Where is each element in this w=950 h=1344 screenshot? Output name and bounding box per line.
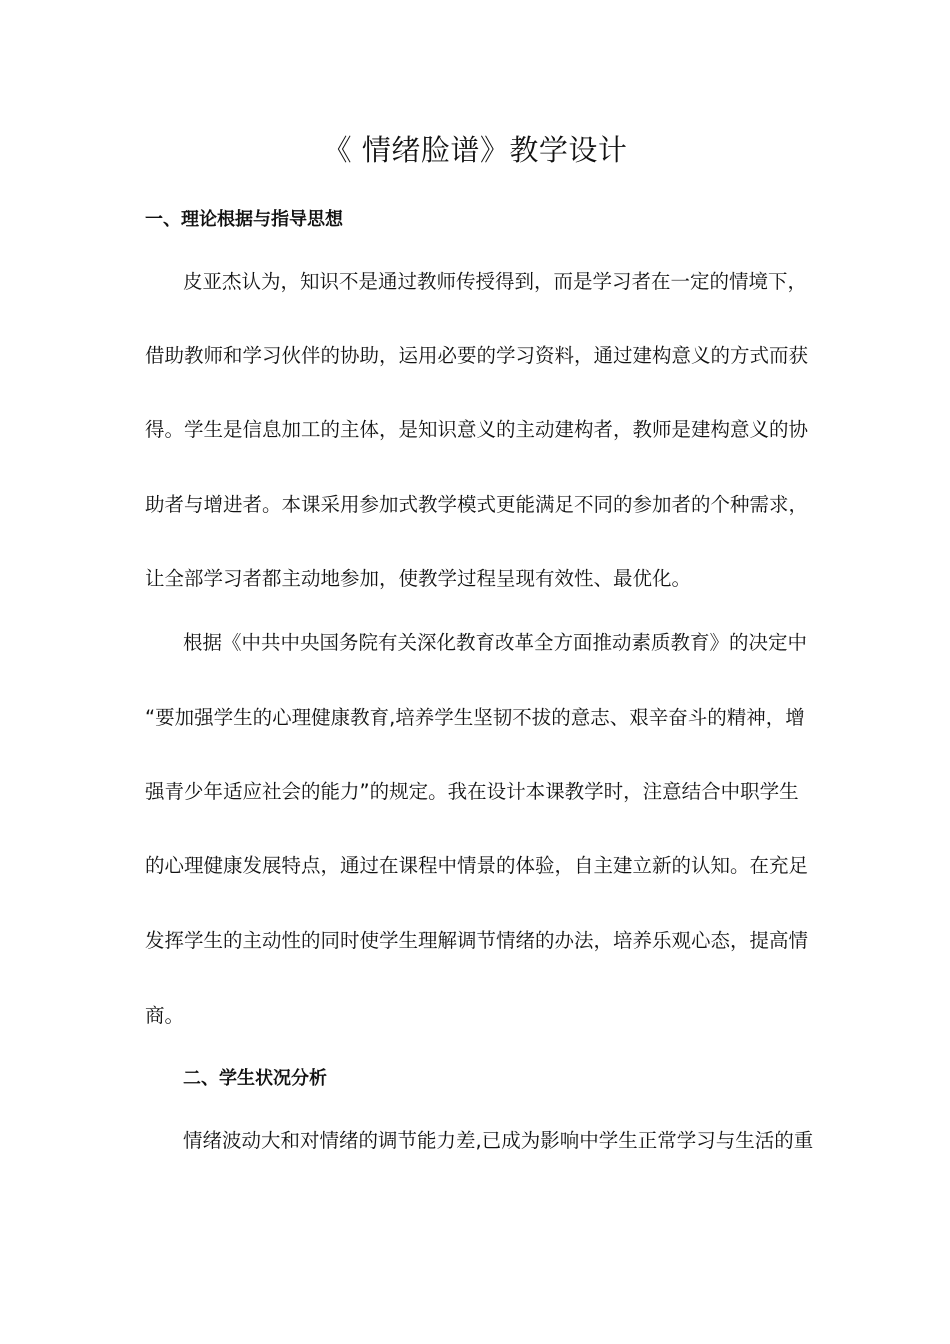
section-heading-1: 一、理论根据与指导思想 — [145, 209, 343, 230]
paragraph-line: 助者与增进者。本课采用参加式教学模式更能满足不同的参加者的个种需求， — [145, 493, 809, 516]
paragraph-line: 的心理健康发展特点，通过在课程中情景的体验，自主建立新的认知。在充足 — [145, 854, 809, 877]
paragraph-line: 让全部学习者都主动地参加，使教学过程呈现有效性、最优化。 — [145, 567, 692, 590]
paragraph-line: 得。学生是信息加工的主体，是知识意义的主动建构者，教师是建构意义的协 — [145, 418, 809, 441]
paragraph-line: 商。 — [145, 1004, 185, 1027]
paragraph-line: 发挥学生的主动性的同时使学生理解调节情绪的办法，培养乐观心态，提高情 — [145, 929, 809, 952]
paragraph-line: “要加强学生的心理健康教育,培养学生坚韧不拔的意志、艰辛奋斗的精神，增 — [145, 706, 805, 729]
paragraph-line: 皮亚杰认为，知识不是通过教师传授得到，而是学习者在一定的情境下， — [183, 270, 808, 293]
paragraph-line: 情绪波动大和对情绪的调节能力差,已成为影响中学生正常学习与生活的重 — [183, 1129, 814, 1152]
paragraph-line: 借助教师和学习伙伴的协助，运用必要的学习资料，通过建构意义的方式而获 — [145, 344, 809, 367]
document-title: 《 情绪脸谱》教学设计 — [322, 133, 628, 167]
section-heading-2: 二、学生状况分析 — [183, 1068, 327, 1089]
paragraph-line: 强青少年适应社会的能力”的规定。我在设计本课教学时，注意结合中职学生 — [145, 780, 799, 803]
paragraph-line: 根据《中共中央国务院有关深化教育改革全方面推动素质教育》的决定中 — [183, 631, 808, 654]
